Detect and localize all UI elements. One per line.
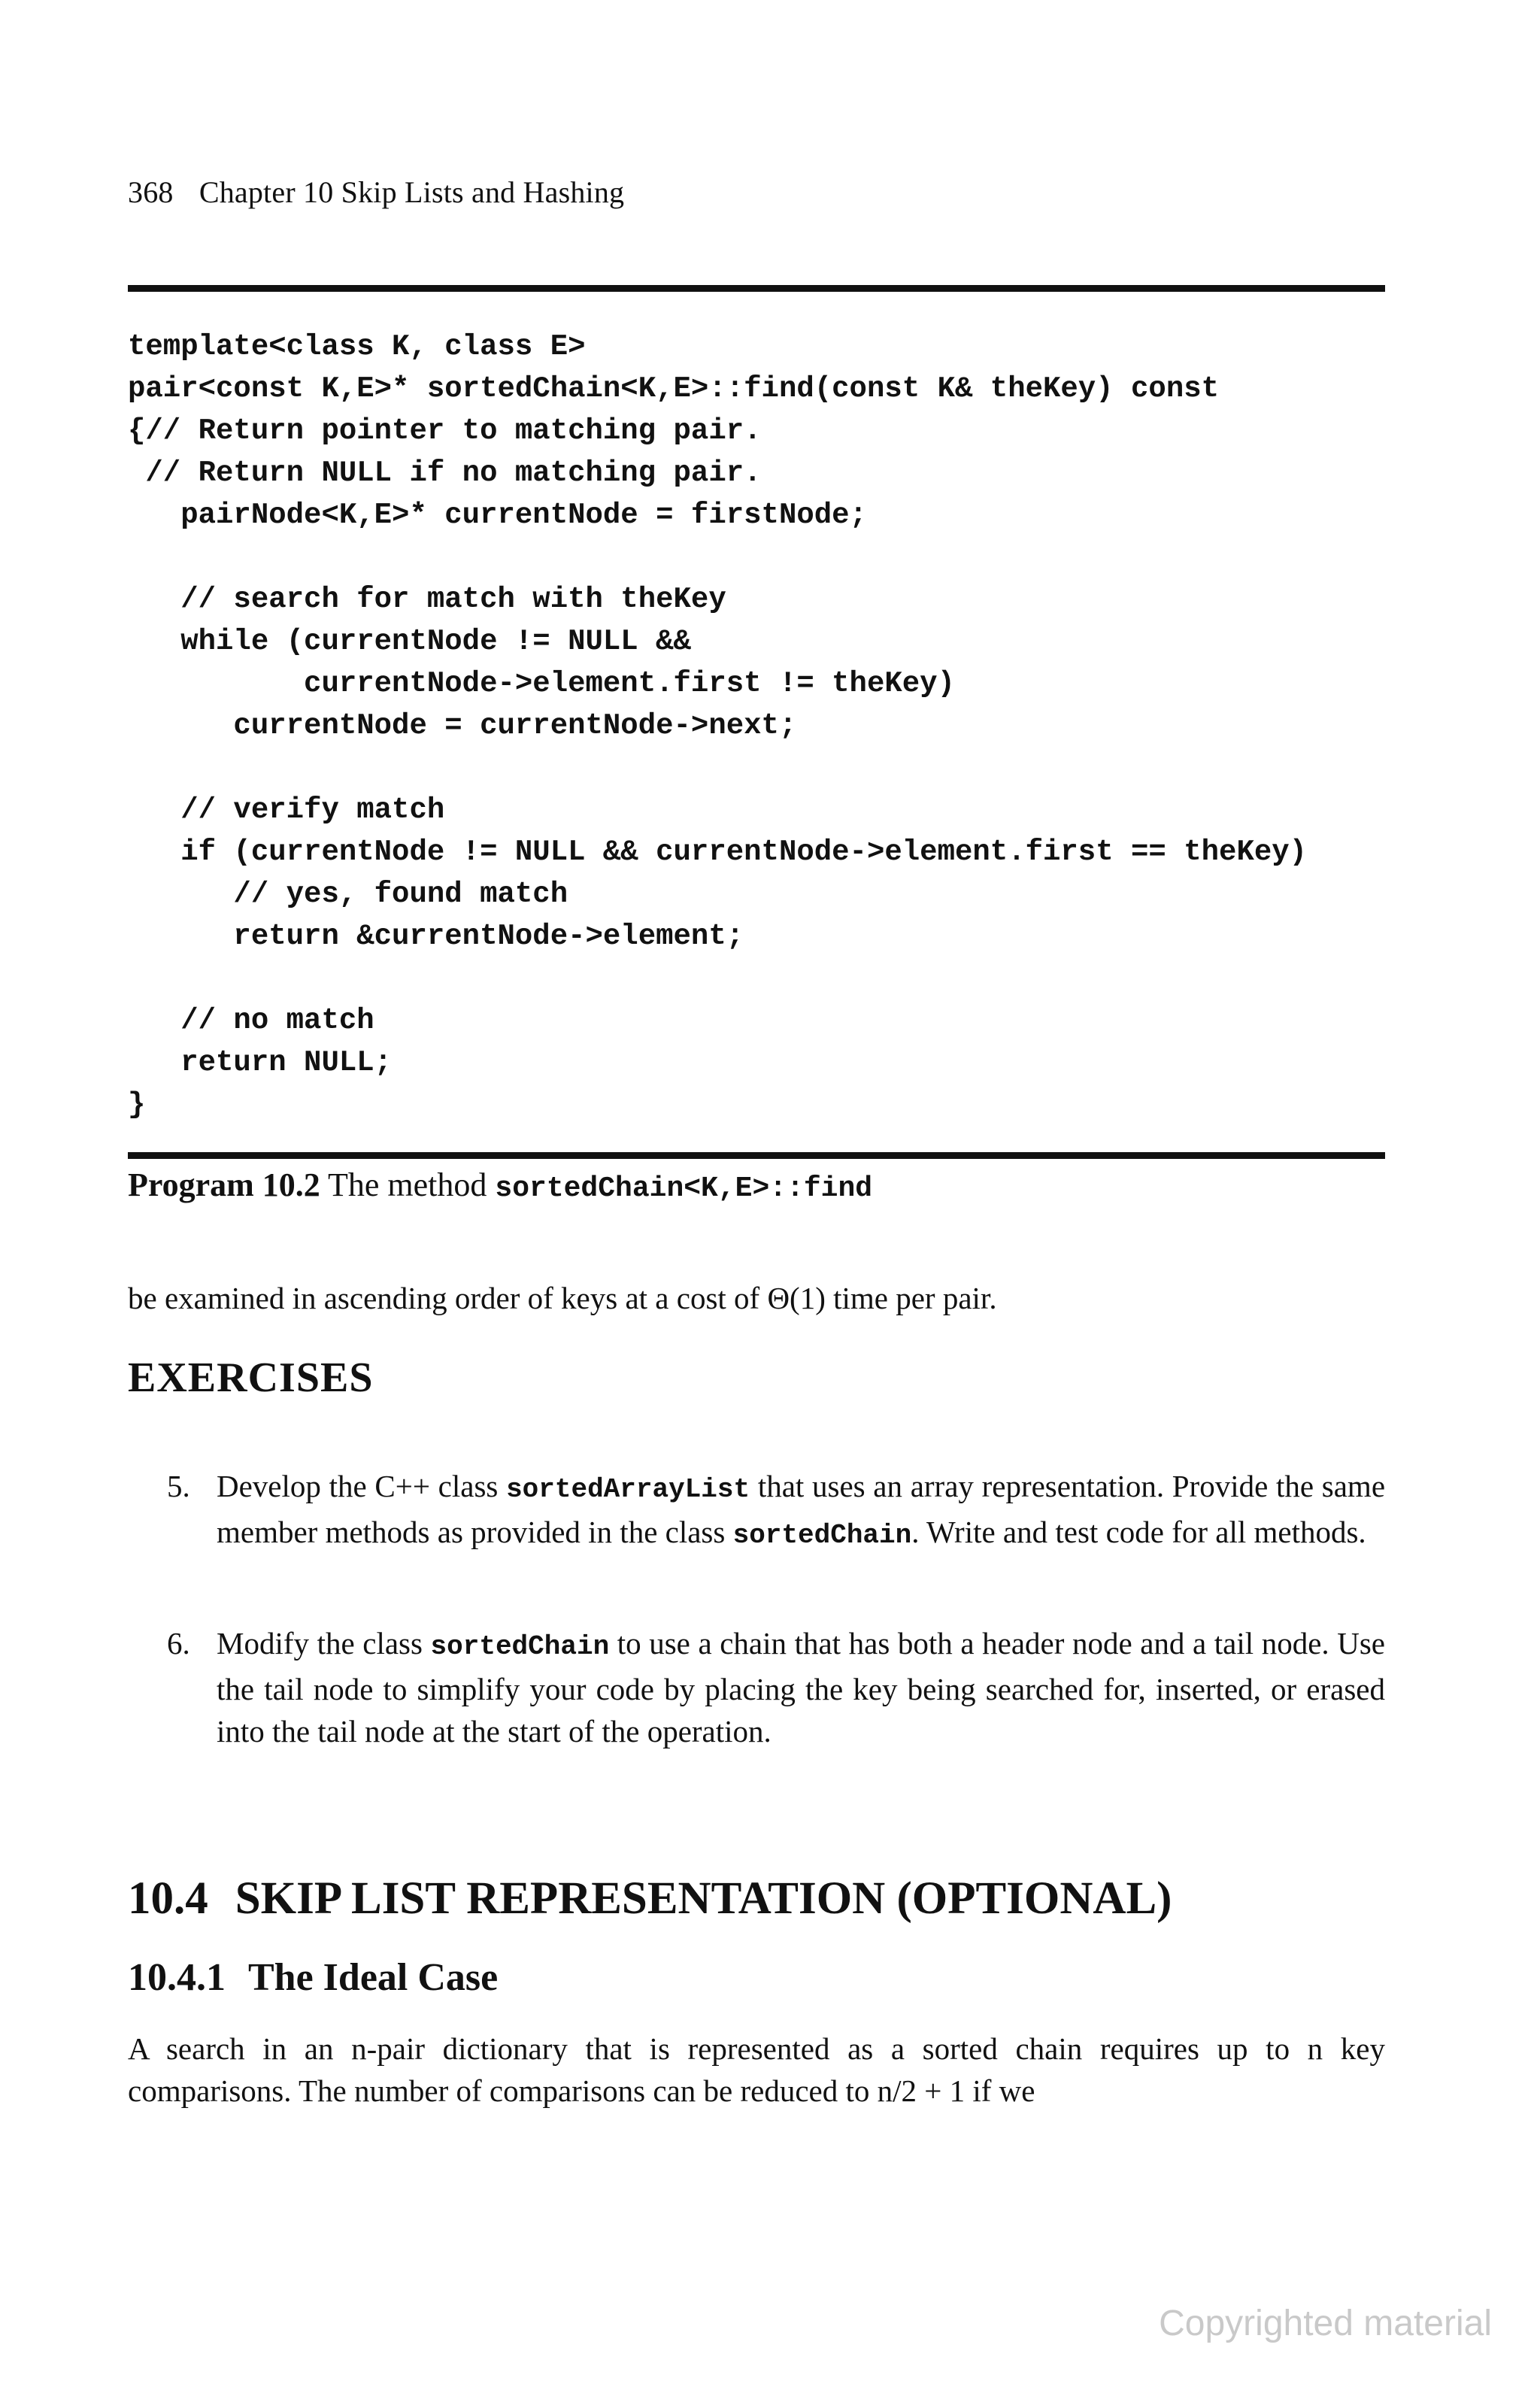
exercise-item [167,1622,1385,1752]
caption-label: Program 10.2 [128,1166,320,1203]
chapter-title: Chapter 10 Skip Lists and Hashing [199,175,625,209]
code-line: } [128,1088,146,1121]
exercise-code: sortedArrayList [506,1474,750,1505]
exercise-number: 6. [167,1626,190,1661]
program-code-listing [128,326,1385,1126]
exercise-text-part: to use a chain that has both a header node and a tail node. Use the tail node to simplify your code by placing the key being searched for, inserted, or erased into the tail node at the start of the operation. [217,1626,1386,1749]
code-line: {// Return pointer to matching pair. [128,414,762,447]
exercise-item [167,1465,1385,1557]
subsection-number: 10.4.1 [128,1956,226,1999]
code-line: // verify match [128,793,445,827]
section-heading [128,1873,1172,1925]
code-line: // yes, found match [128,878,568,911]
code-line: while (currentNode != NULL && [128,625,691,658]
section-number: 10.4 [128,1873,208,1924]
exercise-code: sortedChain [732,1520,912,1551]
code-line: return &currentNode->element; [128,920,744,953]
code-line: // Return NULL if no matching pair. [128,456,762,490]
exercise-code: sortedChain [430,1631,610,1662]
subsection-title: The Ideal Case [248,1956,499,1999]
caption-text: The method [328,1166,487,1203]
exercise-text-part: . Write and test code for all methods. [911,1515,1366,1549]
exercises-heading: EXERCISES [128,1354,374,1401]
program-bottom-rule [128,1152,1385,1159]
code-line: return NULL; [128,1046,393,1079]
body-paragraph: be examined in ascending order of keys at a cost of Θ(1) time per pair. [128,1281,997,1315]
code-line [128,536,1385,578]
page-number: 368 [128,175,174,209]
caption-code: sortedChain<K,E>::find [495,1172,873,1205]
code-line: currentNode = currentNode->next; [128,709,797,742]
subsection-heading [128,1955,498,2000]
code-line: pair<const K,E>* sortedChain<K,E>::find(const K& theKey) const [128,372,1220,405]
code-line: template<class K, class E> [128,330,586,363]
body-paragraph: A search in an n-pair dictionary that is represented as a sorted chain requires up to n key comparisons. The number of comparisons can be reduced to n/2 + 1 if we [128,2031,1385,2108]
copyright-watermark: Copyrighted material [1159,2304,1492,2343]
exercise-text [217,1465,1385,1557]
code-line [128,747,1385,789]
program-caption [128,1166,872,1205]
code-line: if (currentNode != NULL && currentNode->element.first == theKey) [128,836,1308,869]
code-line [128,957,1385,999]
program-top-rule [128,285,1385,292]
code-line: // no match [128,1004,374,1037]
exercise-text-part: Develop the C++ class [217,1469,499,1503]
exercise-text-part: Modify the class [217,1626,423,1661]
exercise-text [217,1622,1385,1752]
running-head [128,174,624,210]
exercise-number: 5. [167,1469,190,1503]
code-line: currentNode->element.first != theKey) [128,667,955,700]
exercise-text-part: that uses an array representation. Provide the same member methods as provided in the class [217,1469,1386,1549]
code-line: pairNode<K,E>* currentNode = firstNode; [128,499,867,532]
section-title: SKIP LIST REPRESENTATION (OPTIONAL) [235,1873,1172,1924]
code-line: // search for match with theKey [128,583,726,616]
